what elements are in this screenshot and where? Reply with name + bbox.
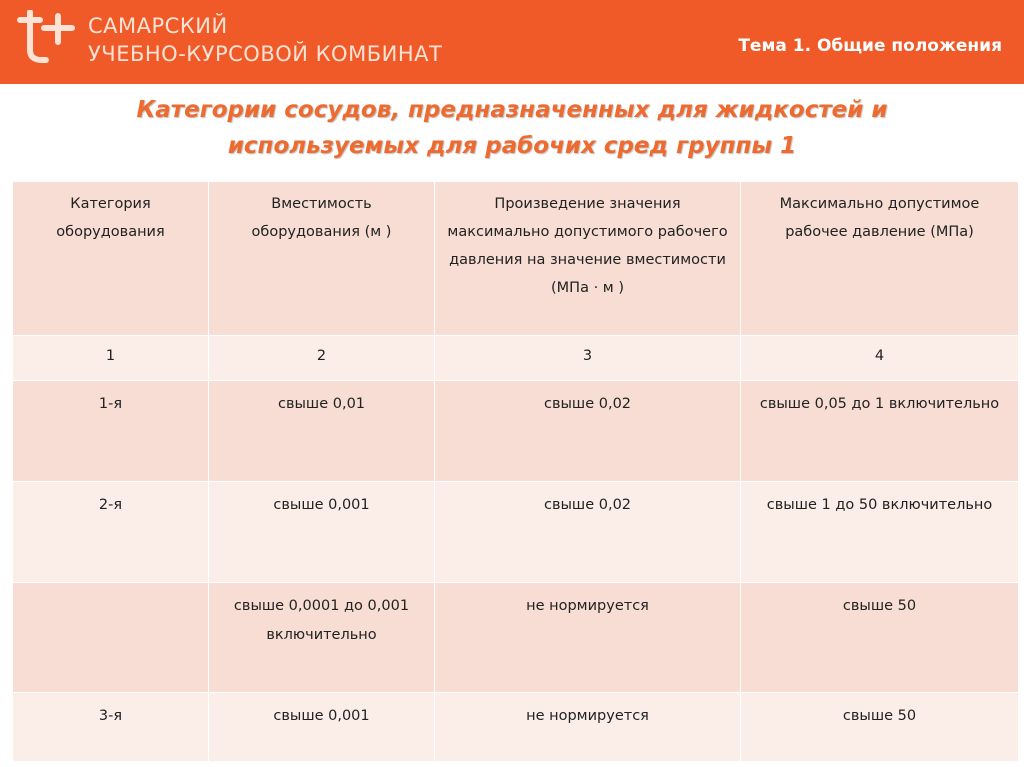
topic-label: Тема 1. Общие положения: [738, 36, 1002, 56]
table-cell: свыше 50: [741, 693, 1019, 762]
table-cell: свыше 0,02: [435, 482, 741, 583]
table-row: [13, 381, 1019, 482]
header-cell: Произведение значения максимально допустимого рабочего давления на значение вместимости (МПа · м ): [435, 182, 741, 336]
table-cell: свыше 50: [741, 583, 1019, 693]
table-cell: свыше 0,001: [209, 693, 435, 762]
header-cell: Категория оборудования: [13, 182, 209, 336]
table-cell: 3-я: [13, 693, 209, 762]
table-cell: 2: [209, 336, 435, 381]
table-cell: 4: [741, 336, 1019, 381]
table-cell: свыше 0,01: [209, 381, 435, 482]
brand-name: [88, 12, 442, 68]
table-row: [13, 482, 1019, 583]
table-row: [13, 693, 1019, 762]
categories-table: [12, 181, 1019, 762]
table-cell: свыше 0,02: [435, 381, 741, 482]
table-cell: не нормируется: [435, 583, 741, 693]
table-cell: свыше 0,001: [209, 482, 435, 583]
header-cell: Максимально допустимое рабочее давление (МПа): [741, 182, 1019, 336]
title-line-1: Категории сосудов, предназначенных для жидкостей и: [136, 97, 888, 123]
table-cell: свыше 0,0001 до 0,001 включительно: [209, 583, 435, 693]
header-cell: Вместимость оборудования (м ): [209, 182, 435, 336]
table-cell: 3: [435, 336, 741, 381]
brand-line-1: САМАРСКИЙ: [88, 14, 228, 38]
tt-logo-icon: [14, 10, 76, 66]
page-title: [0, 92, 1024, 164]
table-cell: не нормируется: [435, 693, 741, 762]
brand-line-2: УЧЕБНО-КУРСОВОЙ КОМБИНАТ: [88, 42, 443, 66]
table-cell: 2-я: [13, 482, 209, 583]
table-cell: свыше 0,05 до 1 включительно: [741, 381, 1019, 482]
header-bar: [0, 0, 1024, 84]
table-cell: [13, 583, 209, 693]
table-header-row: [13, 182, 1019, 336]
column-number-row: [13, 336, 1019, 381]
title-line-2: используемых для рабочих сред группы 1: [227, 133, 797, 159]
table-cell: свыше 1 до 50 включительно: [741, 482, 1019, 583]
table-cell: 1-я: [13, 381, 209, 482]
table-cell: 1: [13, 336, 209, 381]
table-row: [13, 583, 1019, 693]
